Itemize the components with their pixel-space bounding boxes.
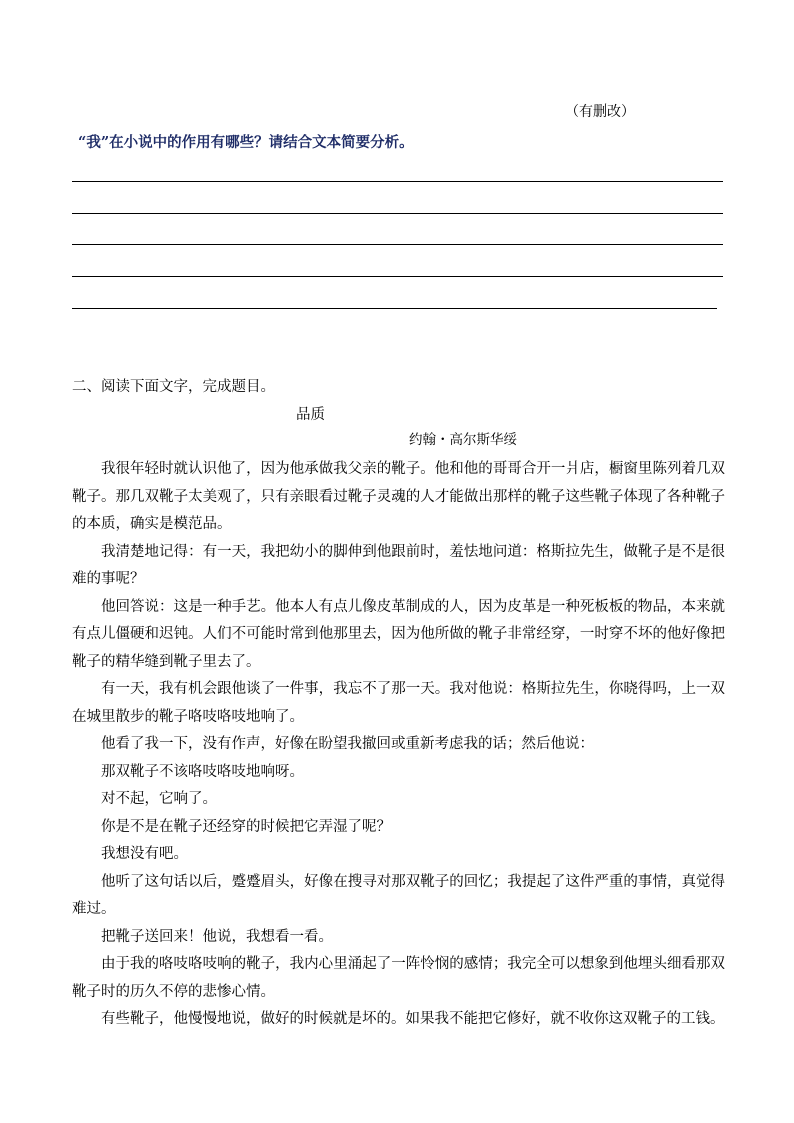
answer-line <box>72 244 723 245</box>
paragraph: 他听了这句话以后，蹙蹙眉头，好像在搜寻对那双靴子的回忆；我提起了这件严重的事情，真觉得难过。 <box>72 873 725 917</box>
story-author: 约翰・高尔斯华绥 <box>409 432 517 448</box>
paragraph: 有些靴子，他慢慢地说，做好的时候就是坏的。如果我不能把它修好，就不收你这双靴子的工钱。 <box>101 1011 725 1027</box>
source-note: （有删改） <box>565 104 635 120</box>
story-title: 品质 <box>296 407 325 423</box>
paragraph: 对不起，它响了。 <box>101 791 217 807</box>
answer-line <box>72 181 723 182</box>
paragraph: 我清楚地记得：有一天，我把幼小的脚伸到他跟前时，羞怯地问道：格斯拉先生，做靴子是不是很难的事呢？ <box>72 543 725 587</box>
paragraph: 他回答说：这是一种手艺。他本人有点儿像皮革制成的人，因为皮革是一种死板板的物品，本来就有点儿僵硬和迟钝。人们不可能时常到他那里去，因为他所做的靴子非常经穿，一时穿不坏的他好像把靴子的精华缝到靴子里去了。 <box>72 598 725 670</box>
paragraph: 有一天，我有机会跟他谈了一件事，我忘不了那一天。我对他说：格斯拉先生，你晓得吗，上一双在城里散步的靴子咯吱咯吱地响了。 <box>72 681 725 725</box>
paragraph: 由于我的咯吱咯吱响的靴子，我内心里涌起了一阵怜悯的感情；我完全可以想象到他埋头细看那双靴子时的历久不停的悲惨心情。 <box>72 956 725 1000</box>
story-body <box>72 456 725 1034</box>
answer-line <box>72 276 723 277</box>
paragraph: 把靴子送回来！他说，我想看一看。 <box>101 928 333 945</box>
answer-line <box>72 213 723 214</box>
section-heading: 二、阅读下面文字，完成题目。 <box>72 379 275 395</box>
paragraph: 我很年轻时就认识他了，因为他承做我父亲的靴子。他和他的哥哥合开一爿店，橱窗里陈列着几双靴子。那几双靴子太美观了，只有亲眼看过靴子灵魂的人才能做出那样的靴子这些靴子体现了各种靴子的本质，确实是模范品。 <box>72 461 725 532</box>
paragraph: 他看了我一下，没有作声，好像在盼望我撤回或重新考虑我的话；然后他说： <box>101 736 594 752</box>
answer-line <box>72 308 717 309</box>
paragraph: 你是不是在靴子还经穿的时候把它弄湿了呢？ <box>101 818 391 835</box>
question-prompt: “我”在小说中的作用有哪些？请结合文本简要分析。 <box>78 134 414 151</box>
paragraph: 我想没有吧。 <box>101 846 188 862</box>
paragraph: 那双靴子不该咯吱咯吱地响呀。 <box>101 763 304 780</box>
